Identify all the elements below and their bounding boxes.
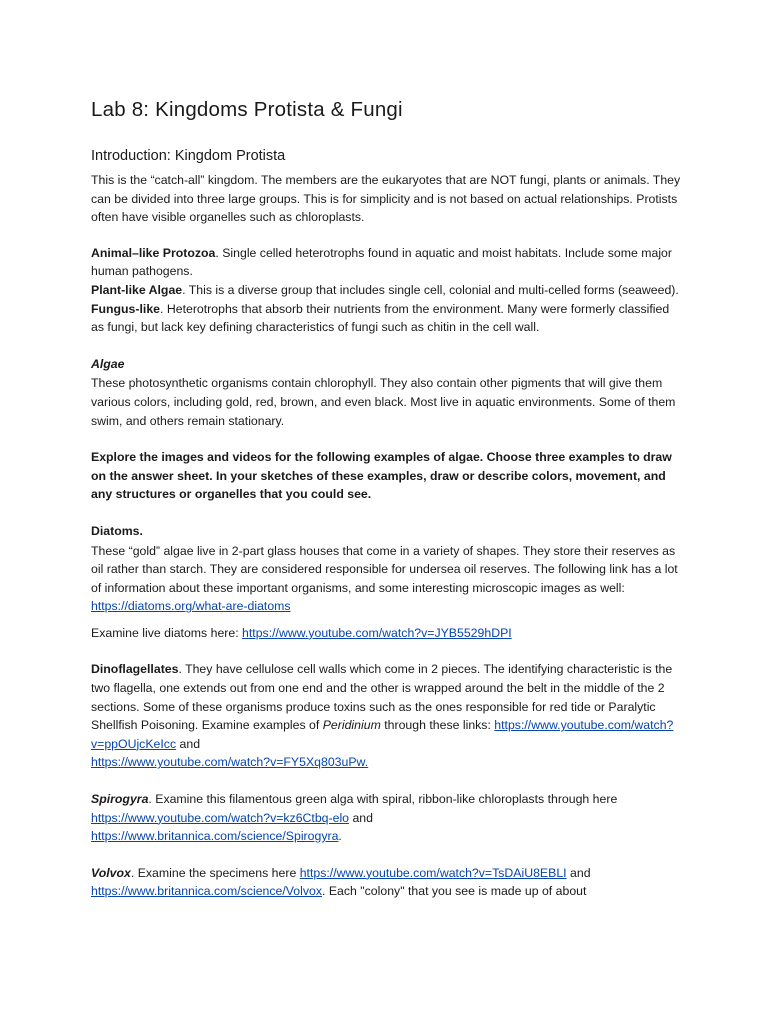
spirogyra-link-1[interactable]: https://www.youtube.com/watch?v=kz6Ctbq-elo bbox=[91, 810, 350, 825]
dinoflagellates-and: and bbox=[176, 736, 201, 751]
algae-instructions: Explore the images and videos for the following examples of algae. Choose three examples to draw on the answer sheet. In your sketches of these examples, draw or describe colors, movement, and any structures or organelles that you could see. bbox=[91, 450, 672, 502]
volvox-paragraph bbox=[91, 864, 681, 901]
plant-like-term: Plant-like Algae bbox=[91, 282, 183, 297]
fungus-like-term: Fungus-like bbox=[91, 301, 161, 316]
fungus-like-paragraph bbox=[91, 300, 681, 337]
volvox-and: and bbox=[566, 865, 591, 880]
diatoms-heading: Diatoms. bbox=[91, 523, 143, 538]
volvox-link-1[interactable]: https://www.youtube.com/watch?v=TsDAiU8EBLI bbox=[299, 865, 567, 880]
live-diatoms-link[interactable]: https://www.youtube.com/watch?v=JYB5529hDPI bbox=[242, 625, 512, 640]
volvox-link-2[interactable]: https://www.britannica.com/science/Volvox bbox=[91, 884, 323, 899]
algae-paragraph: These photosynthetic organisms contain chlorophyll. They also contain other pigments that will give them various colors, including gold, red, brown, and even black. Most live in aquatic environments. Some of them swim, and others remain stationary. bbox=[91, 376, 676, 428]
spirogyra-end: . bbox=[338, 829, 342, 844]
plant-like-paragraph bbox=[91, 281, 681, 300]
animal-like-paragraph bbox=[91, 244, 681, 281]
dinoflagellates-link-2[interactable]: https://www.youtube.com/watch?v=FY5Xq803uPw. bbox=[91, 755, 369, 770]
dinoflagellates-text-2: through these links: bbox=[380, 718, 495, 733]
intro-heading: Introduction: Kingdom Protista bbox=[91, 148, 286, 164]
spirogyra-paragraph bbox=[91, 790, 681, 846]
spirogyra-text: . Examine this filamentous green alga with spiral, ribbon-like chloroplasts through here bbox=[148, 792, 618, 807]
dinoflagellates-paragraph bbox=[91, 660, 681, 772]
live-diatoms-text: Examine live diatoms here: bbox=[91, 625, 243, 640]
intro-paragraph: This is the “catch-all” kingdom. The members are the eukaryotes that are NOT fungi, plants or animals. They can be divided into three large groups. This is for simplicity and is not based on actual relationships. Protists often have visible organelles such as chloroplasts. bbox=[91, 173, 681, 225]
dinoflagellates-text: . They have cellulose cell walls which come in 2 pieces. The identifying characteristic is the two flagella, one extends out from one end and the other is wrapped around the belt in the middle of the 2 sections. Some of these organisms produce toxins such as the ones responsible for red tide or Paralytic Shellfish Poisoning. Examine examples of bbox=[91, 662, 673, 733]
fungus-like-text: . Heterotrophs that absorb their nutrients from the environment. Many were formerly classified as fungi, but lack key defining characteristics of fungi such as chitin in the cell wall. bbox=[91, 301, 670, 335]
spirogyra-link-2[interactable]: https://www.britannica.com/science/Spirogyra bbox=[91, 829, 339, 844]
document-content bbox=[91, 96, 681, 901]
page-title: Lab 8: Kingdoms Protista & Fungi bbox=[91, 98, 403, 121]
diatoms-paragraph bbox=[91, 542, 681, 616]
peridinium-genus: Peridinium bbox=[322, 718, 381, 733]
volvox-term: Volvox bbox=[91, 865, 131, 880]
algae-heading: Algae bbox=[91, 356, 125, 371]
animal-like-term: Animal–like Protozoa bbox=[91, 245, 216, 260]
dinoflagellates-link-1[interactable]: https://www.youtube.com/watch?v=ppOUjcKeIcc bbox=[91, 718, 674, 751]
volvox-text: . Examine the specimens here bbox=[130, 865, 300, 880]
live-diatoms-paragraph bbox=[91, 624, 681, 643]
diatoms-text: These “gold” algae live in 2-part glass houses that come in a variety of shapes. They store their reserves as oil rather than starch. They are considered responsible for undersea oil reserves. The following link has a lot of information about these important organisms, and some interesting microscopic images as well: bbox=[91, 543, 678, 595]
plant-like-text: . This is a diverse group that includes single cell, colonial and multi-celled forms (seaweed). bbox=[182, 282, 679, 297]
spirogyra-term: Spirogyra bbox=[91, 792, 149, 807]
dinoflagellates-term: Dinoflagellates bbox=[91, 662, 179, 677]
animal-like-text: . Single celled heterotrophs found in aquatic and moist habitats. Include some major human pathogens. bbox=[91, 245, 672, 279]
spirogyra-and: and bbox=[349, 810, 373, 825]
volvox-text-2: . Each "colony" that you see is made up of about bbox=[322, 884, 587, 899]
diatoms-info-link[interactable]: https://diatoms.org/what-are-diatoms bbox=[91, 599, 291, 614]
